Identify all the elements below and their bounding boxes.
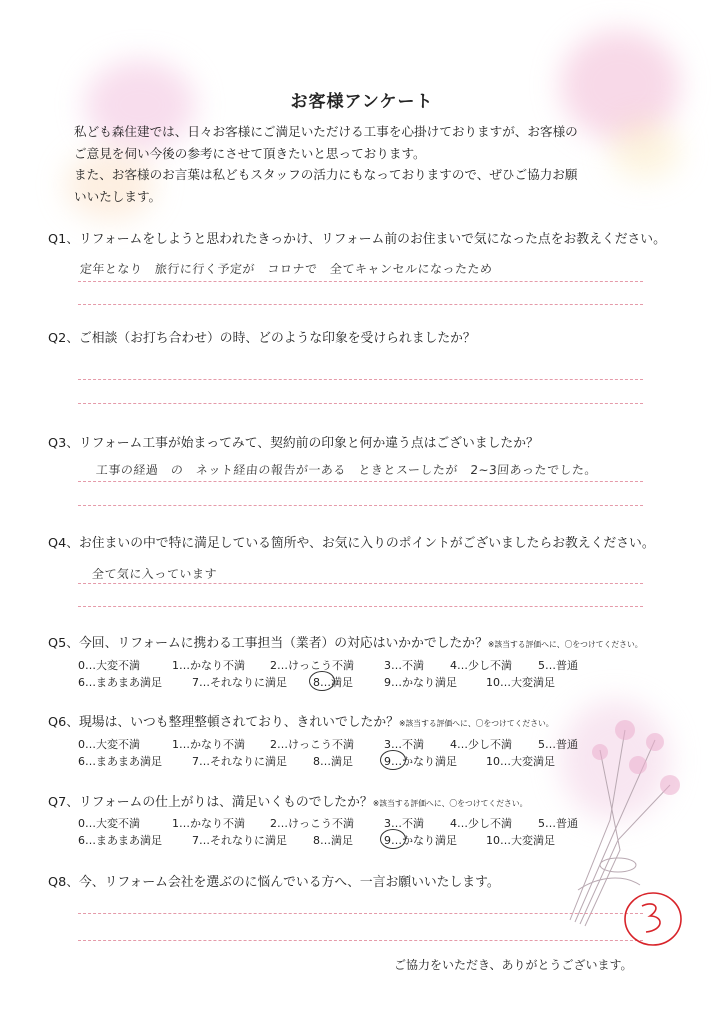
answer-line [78,505,643,506]
rating-option-0[interactable]: 0…大変不満 [78,659,140,672]
answer-q3-handwriting: 工事の経過 の ネット経由の報告が一ある ときとスーしたが 2~3回あったでした。 [95,463,598,477]
question-q1: Q1、リフォームをしようと思われたきっかけ、リフォーム前のお住まいで気になった点をお教えください。 [48,232,666,247]
rating-option-3[interactable]: 3…不満 [384,817,424,830]
rating-option-8[interactable]: 8…満足 [313,834,353,847]
rating-note: ※該当する評価へに、〇をつけてください。 [372,799,528,808]
rating-option-2[interactable]: 2…けっこう不満 [270,817,354,830]
rating-option-0[interactable]: 0…大変不満 [78,738,140,751]
rating-option-5[interactable]: 5…普通 [538,817,578,830]
rating-option-6[interactable]: 6…まあまあ満足 [78,834,162,847]
rating-option-9[interactable]: 9…かなり満足 [384,753,457,769]
rating-option-9[interactable]: 9…かなり満足 [384,676,457,689]
rating-option-3[interactable]: 3…不満 [384,738,424,751]
question-q7-label: Q7、リフォームの仕上がりは、満足いくものでしたか？ [48,795,373,810]
answer-line [78,583,643,584]
rating-option-4[interactable]: 4…少し不満 [450,817,512,830]
rating-option-6[interactable]: 6…まあまあ満足 [78,676,162,689]
rating-note: ※該当する評価へに、〇をつけてください。 [398,719,554,728]
rating-option-8[interactable]: 8…満足 [313,755,353,768]
rating-option-10[interactable]: 10…大変満足 [486,755,555,768]
answer-line [78,403,643,404]
rating-option-0[interactable]: 0…大変不満 [78,817,140,830]
question-q7 [48,791,527,810]
rating-option-7[interactable]: 7…それなりに満足 [192,834,287,847]
answer-line [78,940,643,941]
rating-option-5[interactable]: 5…普通 [538,659,578,672]
rating-option-1[interactable]: 1…かなり不満 [172,659,245,672]
answer-line [78,606,643,607]
rating-option-9[interactable]: 9…かなり満足 [384,832,457,848]
rating-option-5[interactable]: 5…普通 [538,738,578,751]
rating-option-10[interactable]: 10…大変満足 [486,676,555,689]
rating-option-4[interactable]: 4…少し不満 [450,659,512,672]
question-q3: Q3、リフォーム工事が始まってみて、契約前の印象と何か違う点はございましたか？ [48,436,539,451]
question-q6-label: Q6、現場は、いつも整理整頓されており、きれいでしたか？ [48,715,399,730]
answer-line [78,481,643,482]
answer-line [78,913,643,914]
rating-option-7[interactable]: 7…それなりに満足 [192,676,287,689]
intro-line: 私ども森住建では、日々お客様にご満足いただける工事を心掛けておりますが、お客様の [74,124,578,139]
selected-circle-mark [380,829,406,849]
thanks-message: ご協力をいただき、ありがとうございます。 [394,958,633,972]
answer-line [78,379,643,380]
question-q2: Q2、ご相談（お打ち合わせ）の時、どのような印象を受けられましたか？ [48,331,476,346]
intro-line: また、お客様のお言葉は私どもスタッフの活力にもなっておりますので、ぜひご協力お願 [74,167,578,182]
answer-line [78,304,643,305]
question-q4: Q4、お住まいの中で特に満足している箇所や、お気に入りのポイントがございましたらお教えください。 [48,536,655,551]
rating-option-2[interactable]: 2…けっこう不満 [270,738,354,751]
intro-text [74,121,674,207]
rating-option-10[interactable]: 10…大変満足 [486,834,555,847]
rating-option-6[interactable]: 6…まあまあ満足 [78,755,162,768]
question-q8: Q8、今、リフォーム会社を選ぶのに悩んでいる方へ、一言お願いいたします。 [48,875,500,890]
rating-option-2[interactable]: 2…けっこう不満 [270,659,354,672]
answer-q1-handwriting: 定年となり 旅行に行く予定が コロナで 全てキャンセルになったため [79,262,493,276]
selected-circle-mark [380,750,406,770]
red-check-stamp [620,886,686,956]
rating-option-8[interactable]: 8…満足 [313,674,353,690]
answer-line [78,281,643,282]
intro-line: いいたします。 [74,188,162,204]
rating-option-1[interactable]: 1…かなり不満 [172,738,245,751]
question-q5-label: Q5、今回、リフォームに携わる工事担当（業者）の対応はいかかでしたか？ [48,636,488,651]
answer-q4-handwriting: 全て気に入っています [91,567,218,581]
red-stamp-icon [620,886,686,952]
question-q5 [48,632,643,651]
intro-line: ご意見を伺い今後の参考にさせて頂きたいと思っております。 [74,145,426,161]
question-q6 [48,711,554,730]
page-title: お客様アンケート [290,92,434,112]
selected-circle-mark [309,671,335,691]
rating-note: ※該当する評価へに、〇をつけてください。 [487,640,643,649]
rating-option-1[interactable]: 1…かなり不満 [172,817,245,830]
rating-option-3[interactable]: 3…不満 [384,659,424,672]
rating-option-4[interactable]: 4…少し不満 [450,738,512,751]
rating-option-7[interactable]: 7…それなりに満足 [192,755,287,768]
